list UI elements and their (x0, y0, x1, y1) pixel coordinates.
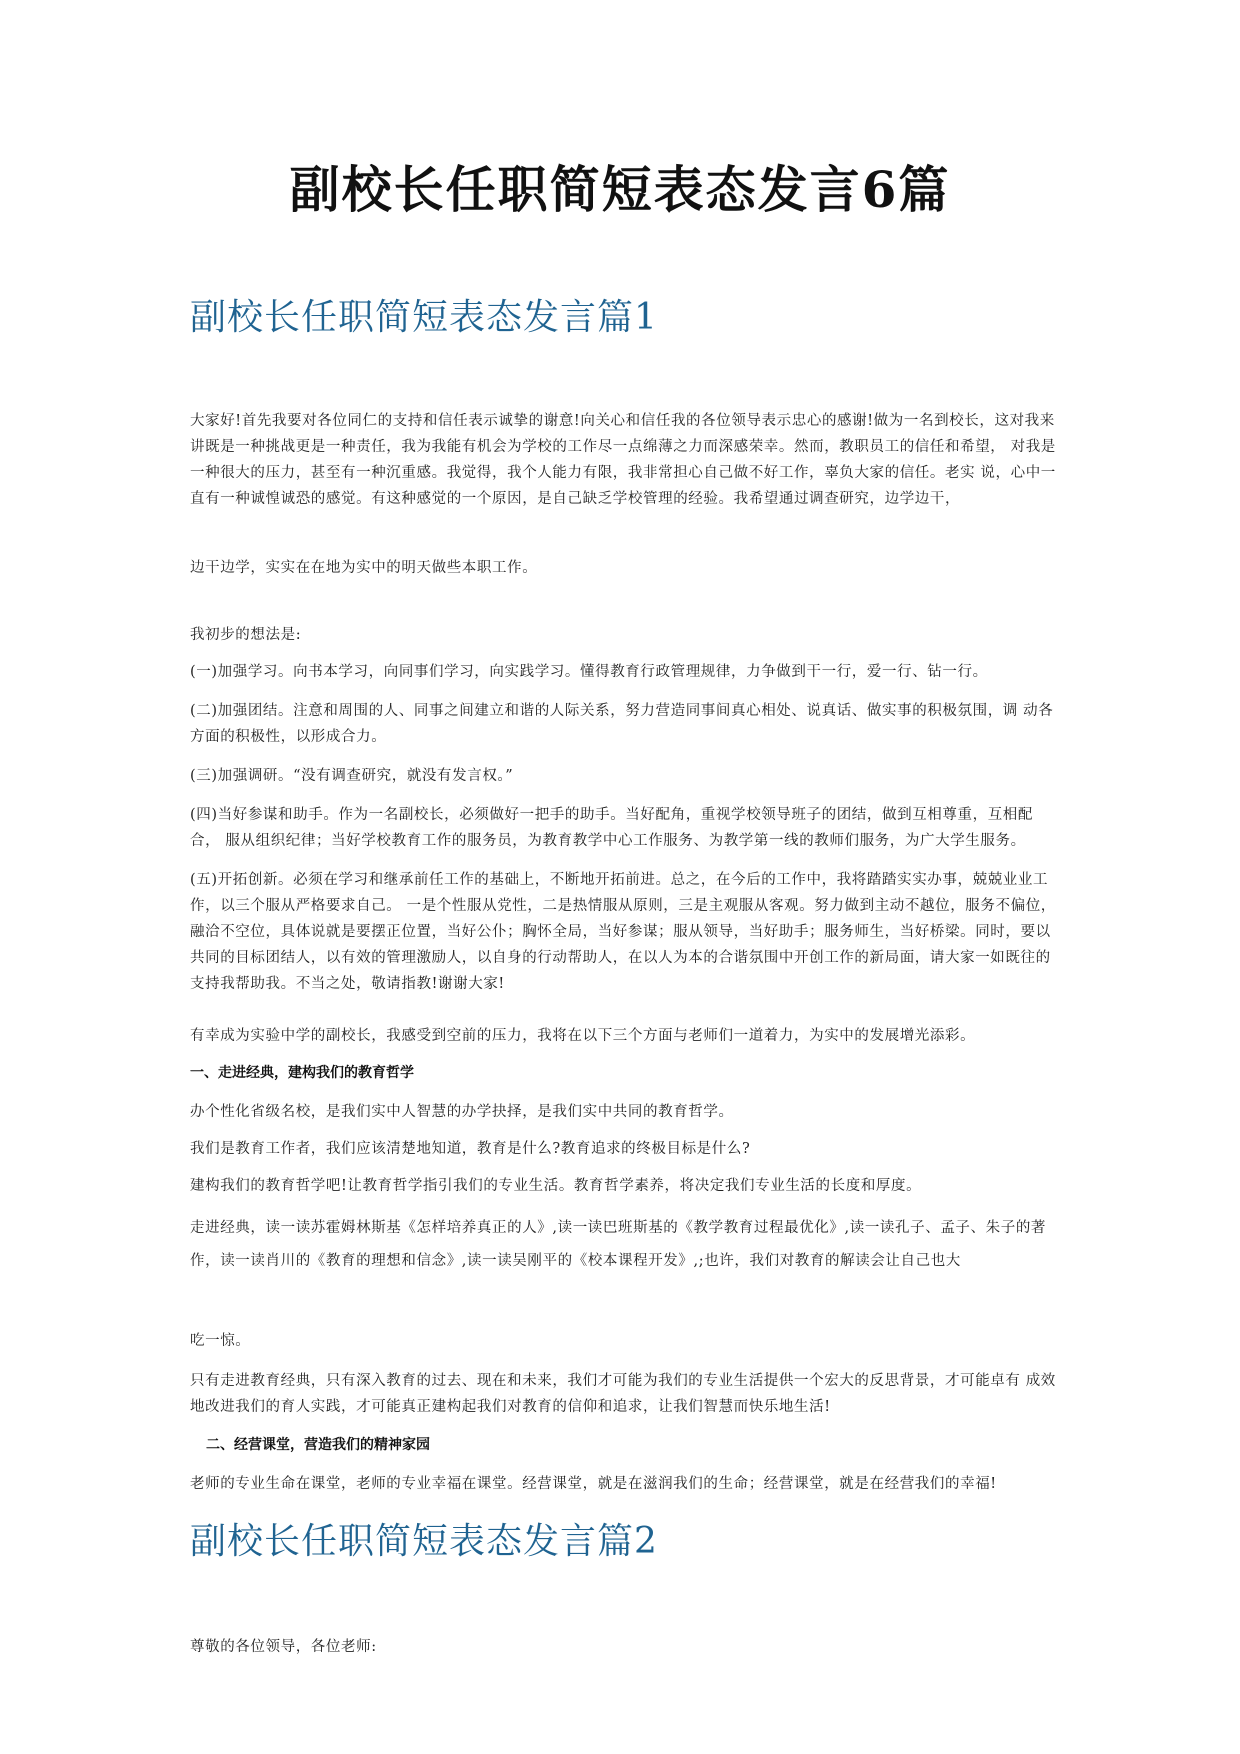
paragraph: 老师的专业生命在课堂，老师的专业幸福在课堂。经营课堂，就是在滋润我们的生命；经营课堂，就是在经营我们的幸福! (190, 1476, 997, 1492)
paragraph: (四)当好参谋和助手。作为一名副校长，必须做好一把手的助手。当好配角，重视学校领导班子的团结，做到互相尊重，互相配合， 服从组织纪律；当好学校教育工作的服务员，为教育教学中心工作服务、为教学第一线的教师们服务，为广大学生服务。 (190, 807, 1034, 849)
paragraph: (一)加强学习。向书本学习，向同事们学习，向实践学习。懂得教育行政管理规律，力争做到干一行，爱一行、钻一行。 (190, 664, 988, 680)
paragraph: (三)加强调研。“没有调查研究，就没有发言权。” (190, 768, 514, 784)
section-1-heading: 副校长任职简短表态发言篇1 (190, 297, 658, 338)
paragraph: (二)加强团结。注意和周围的人、同事之间建立和谐的人际关系，努力营造同事间真心相处、说真话、做实事的积极氛围，调 动各方面的积极性，以形成合力。 (190, 703, 1054, 745)
paragraph: (五)开拓创新。必须在学习和继承前任工作的基础上，不断地开拓前进。总之，在今后的工作中，我将踏踏实实办事，兢兢业业工作，以三个服从严格要求自己。 一是个性服从党性，二是热情服从原则，三是主观服从客观。努力做到主动不越位，服务不偏位，融洽不空位，具体说就是要摆正位置，当好公仆；胸怀全局，当好参谋；服从领导，当好助手；服务师生，当好桥梁。同时，要以共同的目标团结人，以有效的管理激励人，以自身的行动帮助人，在以人为本的合谐氛围中开创工作的新局面，请大家一如既往的支持我帮助我。不当之处，敬请指教!谢谢大家! (190, 872, 1056, 992)
paragraph: 大家好!首先我要对各位同仁的支持和信任表示诚挚的谢意!向关心和信任我的各位领导表示忠心的感谢!做为一名到校长，这对我来讲既是一种挑战更是一种责任，我为我能有机会为学校的工作尽一点绵薄之力而深感荣幸。然而，教职员工的信任和希望， 对我是一种很大的压力，甚至有一种沉重感。我觉得，我个人能力有限，我非常担心自己做不好工作，辜负大家的信任。老实 说，心中一直有一种诚惶诚恐的感觉。有这种感觉的一个原因，是自己缺乏学校管理的经验。我希望通过调查研究，边学边干， (190, 413, 1056, 507)
subheading-2: 二、经营课堂，营造我们的精神家园 (206, 1437, 430, 1453)
paragraph: 只有走进教育经典，只有深入教育的过去、现在和未来，我们才可能为我们的专业生活提供一个宏大的反思背景，才可能卓有 成效地改进我们的育人实践，才可能真正建构起我们对教育的信仰和追求，让我们智慧而快乐地生活! (190, 1373, 1056, 1415)
subheading-1: 一、走进经典，建构我们的教育哲学 (190, 1065, 414, 1081)
paragraph: 边干边学，实实在在地为实中的明天做些本职工作。 (190, 560, 538, 576)
paragraph: 尊敬的各位领导，各位老师: (190, 1639, 377, 1655)
paragraph: 有幸成为实验中学的副校长，我感受到空前的压力，我将在以下三个方面与老师们一道着力，为实中的发展增光添彩。 (190, 1028, 976, 1044)
paragraph: 我初步的想法是: (190, 627, 302, 643)
paragraph: 吃一惊。 (190, 1333, 251, 1349)
paragraph: 我们是教育工作者，我们应该清楚地知道，教育是什么?教育追求的终极目标是什么? (190, 1141, 751, 1157)
document-title: 副校长任职简短表态发言6篇 (289, 160, 951, 219)
paragraph: 办个性化省级名校，是我们实中人智慧的办学抉择，是我们实中共同的教育哲学。 (190, 1104, 734, 1120)
paragraph: 建构我们的教育哲学吧!让教育哲学指引我们的专业生活。教育哲学素养，将决定我们专业生活的长度和厚度。 (190, 1178, 922, 1194)
section-2-heading: 副校长任职简短表态发言篇2 (190, 1521, 658, 1562)
paragraph: 走进经典，读一读苏霍姆林斯基《怎样培养真正的人》,读一读巴班斯基的《教学教育过程最优化》,读一读孔子、孟子、朱子的著作，读一读肖川的《教育的理想和信念》,读一读吴刚平的《校本课程开发》,;也许，我们对教育的解读会让自己也大 (190, 1220, 1047, 1269)
